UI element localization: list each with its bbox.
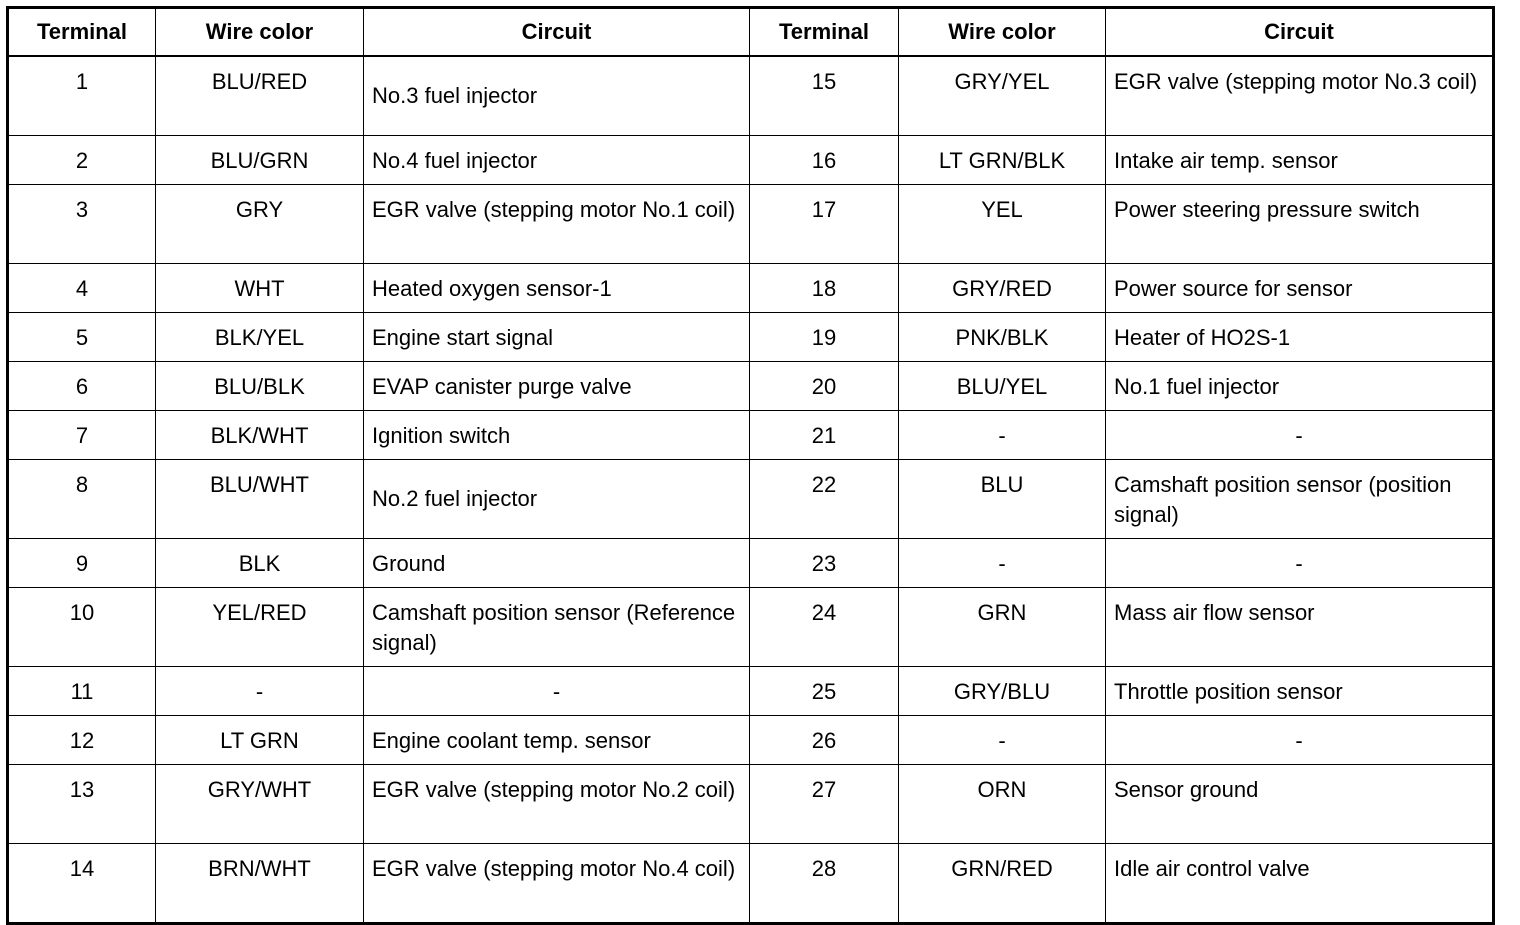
left-terminal-cell: 13 xyxy=(8,765,156,844)
right-circuit-cell: Throttle position sensor xyxy=(1106,667,1494,716)
right-terminal-cell: 19 xyxy=(750,313,899,362)
left-circuit-cell: EGR valve (stepping motor No.4 coil) xyxy=(364,844,750,924)
header-terminal-right: Terminal xyxy=(750,8,899,57)
right-terminal-cell: 26 xyxy=(750,716,899,765)
right-terminal-cell: 20 xyxy=(750,362,899,411)
left-terminal-cell: 6 xyxy=(8,362,156,411)
right-terminal-cell: 18 xyxy=(750,264,899,313)
table-row xyxy=(8,313,1494,362)
right-terminal-cell: 24 xyxy=(750,588,899,667)
table-row xyxy=(8,588,1494,667)
left-wire-color-cell: BRN/WHT xyxy=(156,844,364,924)
left-circuit-cell: Engine coolant temp. sensor xyxy=(364,716,750,765)
right-terminal-cell: 15 xyxy=(750,56,899,136)
right-terminal-cell: 16 xyxy=(750,136,899,185)
terminal-wire-table xyxy=(6,6,1495,925)
table-row xyxy=(8,264,1494,313)
right-wire-color-cell: YEL xyxy=(899,185,1106,264)
left-wire-color-cell: - xyxy=(156,667,364,716)
left-circuit-cell: Engine start signal xyxy=(364,313,750,362)
right-terminal-cell: 17 xyxy=(750,185,899,264)
table-row xyxy=(8,411,1494,460)
left-terminal-cell: 4 xyxy=(8,264,156,313)
table-row xyxy=(8,185,1494,264)
left-wire-color-cell: BLK/WHT xyxy=(156,411,364,460)
header-circuit-left: Circuit xyxy=(364,8,750,57)
left-terminal-cell: 3 xyxy=(8,185,156,264)
left-terminal-cell: 9 xyxy=(8,539,156,588)
right-circuit-cell: - xyxy=(1106,539,1494,588)
right-circuit-cell: EGR valve (stepping motor No.3 coil) xyxy=(1106,56,1494,136)
header-circuit-right: Circuit xyxy=(1106,8,1494,57)
right-wire-color-cell: GRY/BLU xyxy=(899,667,1106,716)
left-wire-color-cell: BLU/WHT xyxy=(156,460,364,539)
right-wire-color-cell: GRY/YEL xyxy=(899,56,1106,136)
left-terminal-cell: 11 xyxy=(8,667,156,716)
table-body xyxy=(8,56,1494,924)
right-wire-color-cell: GRY/RED xyxy=(899,264,1106,313)
left-circuit-cell: Heated oxygen sensor-1 xyxy=(364,264,750,313)
right-wire-color-cell: GRN xyxy=(899,588,1106,667)
right-wire-color-cell: BLU xyxy=(899,460,1106,539)
left-wire-color-cell: BLK xyxy=(156,539,364,588)
left-circuit-cell: EGR valve (stepping motor No.2 coil) xyxy=(364,765,750,844)
table-row xyxy=(8,539,1494,588)
left-terminal-cell: 1 xyxy=(8,56,156,136)
left-circuit-cell: Ground xyxy=(364,539,750,588)
right-circuit-cell: Power steering pressure switch xyxy=(1106,185,1494,264)
right-circuit-cell: Intake air temp. sensor xyxy=(1106,136,1494,185)
right-terminal-cell: 28 xyxy=(750,844,899,924)
left-terminal-cell: 5 xyxy=(8,313,156,362)
right-circuit-cell: Heater of HO2S-1 xyxy=(1106,313,1494,362)
right-circuit-cell: Mass air flow sensor xyxy=(1106,588,1494,667)
left-wire-color-cell: LT GRN xyxy=(156,716,364,765)
left-terminal-cell: 2 xyxy=(8,136,156,185)
left-circuit-cell: - xyxy=(364,667,750,716)
left-wire-color-cell: GRY/WHT xyxy=(156,765,364,844)
header-row xyxy=(8,8,1494,57)
left-terminal-cell: 14 xyxy=(8,844,156,924)
left-circuit-cell: No.2 fuel injector xyxy=(364,460,750,539)
right-circuit-cell: Idle air control valve xyxy=(1106,844,1494,924)
table-row xyxy=(8,362,1494,411)
right-wire-color-cell: - xyxy=(899,716,1106,765)
left-wire-color-cell: WHT xyxy=(156,264,364,313)
right-wire-color-cell: LT GRN/BLK xyxy=(899,136,1106,185)
table-row xyxy=(8,136,1494,185)
left-circuit-cell: Camshaft position sensor (Reference signal) xyxy=(364,588,750,667)
right-circuit-cell: - xyxy=(1106,411,1494,460)
left-circuit-cell: No.4 fuel injector xyxy=(364,136,750,185)
right-wire-color-cell: - xyxy=(899,539,1106,588)
right-terminal-cell: 22 xyxy=(750,460,899,539)
header-wire-color-left: Wire color xyxy=(156,8,364,57)
header-wire-color-right: Wire color xyxy=(899,8,1106,57)
left-wire-color-cell: GRY xyxy=(156,185,364,264)
right-terminal-cell: 25 xyxy=(750,667,899,716)
right-terminal-cell: 21 xyxy=(750,411,899,460)
right-circuit-cell: Camshaft position sensor (position signal) xyxy=(1106,460,1494,539)
left-terminal-cell: 7 xyxy=(8,411,156,460)
left-wire-color-cell: YEL/RED xyxy=(156,588,364,667)
table-row xyxy=(8,667,1494,716)
right-circuit-cell: Sensor ground xyxy=(1106,765,1494,844)
table-row xyxy=(8,765,1494,844)
left-circuit-cell: EGR valve (stepping motor No.1 coil) xyxy=(364,185,750,264)
left-wire-color-cell: BLU/BLK xyxy=(156,362,364,411)
header-terminal-left: Terminal xyxy=(8,8,156,57)
right-wire-color-cell: PNK/BLK xyxy=(899,313,1106,362)
left-terminal-cell: 12 xyxy=(8,716,156,765)
table-row xyxy=(8,56,1494,136)
left-circuit-cell: EVAP canister purge valve xyxy=(364,362,750,411)
right-circuit-cell: No.1 fuel injector xyxy=(1106,362,1494,411)
table-row xyxy=(8,716,1494,765)
left-circuit-cell: No.3 fuel injector xyxy=(364,56,750,136)
right-terminal-cell: 23 xyxy=(750,539,899,588)
right-circuit-cell: Power source for sensor xyxy=(1106,264,1494,313)
left-terminal-cell: 8 xyxy=(8,460,156,539)
right-wire-color-cell: BLU/YEL xyxy=(899,362,1106,411)
right-terminal-cell: 27 xyxy=(750,765,899,844)
left-circuit-cell: Ignition switch xyxy=(364,411,750,460)
left-wire-color-cell: BLU/GRN xyxy=(156,136,364,185)
right-circuit-cell: - xyxy=(1106,716,1494,765)
right-wire-color-cell: - xyxy=(899,411,1106,460)
left-wire-color-cell: BLU/RED xyxy=(156,56,364,136)
left-terminal-cell: 10 xyxy=(8,588,156,667)
right-wire-color-cell: ORN xyxy=(899,765,1106,844)
right-wire-color-cell: GRN/RED xyxy=(899,844,1106,924)
table-row xyxy=(8,460,1494,539)
left-wire-color-cell: BLK/YEL xyxy=(156,313,364,362)
